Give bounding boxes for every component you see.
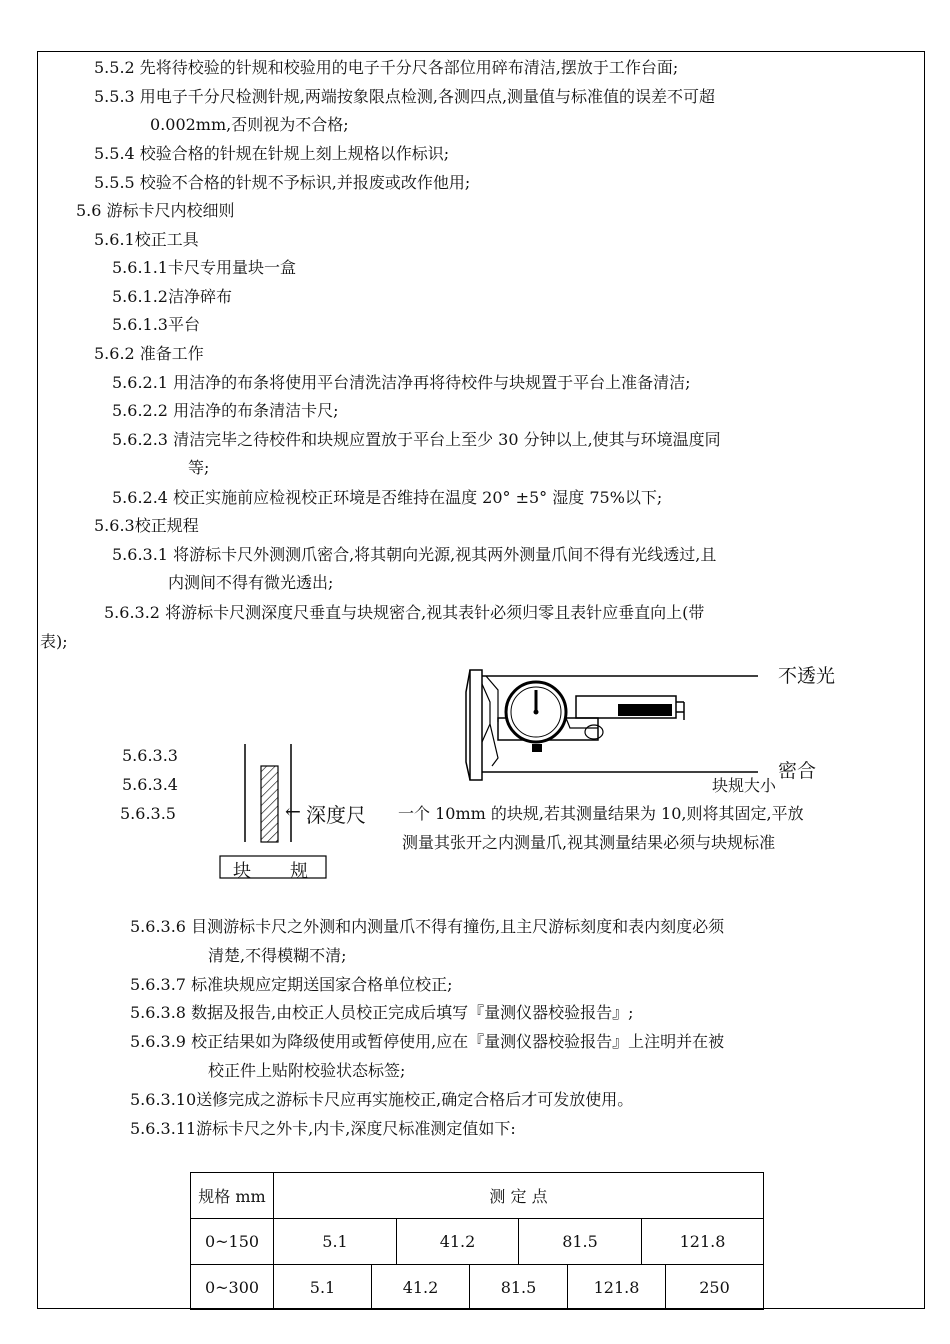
opaque-label: 不透光 [778,665,836,687]
item-5-6-1-3: 5.6.1.3平台 [112,315,200,334]
para-5-6-3-2-cont: 表); [40,632,68,651]
standard-values-table [190,1172,764,1310]
para-5-6-3-1: 5.6.3.1 将游标卡尺外测测爪密合,将其朝向光源,视其两外测量爪间不得有光线透过,且 [112,545,717,564]
para-5-5-4: 5.5.4 校验合格的针规在针规上刻上规格以作标识; [94,144,450,163]
para-5-6-2-3-cont: 等; [188,458,210,477]
table-cell: 121.8 [567,1265,665,1309]
table-header-row [191,1173,763,1219]
para-5-5-2: 5.5.2 先将待校验的针规和校验用的电子千分尺各部位用碎布清洁,摆放于工作台面; [94,58,679,77]
para-5-6-3-7: 5.6.3.7 标准块规应定期送国家合格单位校正; [130,975,453,994]
fragment-inner-jaw: 测量其张开之内测量爪,视其测量结果必须与块规标准 [402,833,776,852]
para-5-6-3-1-cont: 内测间不得有微光透出; [168,573,334,592]
para-5-6-3-2: 5.6.3.2 将游标卡尺测深度尺垂直与块规密合,视其表针必须归零且表针应垂直向上(带 [104,603,705,622]
table-cell: 81.5 [518,1219,641,1264]
para-5-6-3-6: 5.6.3.6 目测游标卡尺之外测和内测量爪不得有撞伤,且主尺游标刻度和表内刻度必须 [130,917,725,936]
heading-5-6-2: 5.6.2 准备工作 [94,344,204,363]
para-5-5-5: 5.5.5 校验不合格的针规不予标识,并报废或改作他用; [94,173,471,192]
table-cell: 81.5 [469,1265,567,1309]
para-5-6-3-11: 5.6.3.11游标卡尺之外卡,内卡,深度尺标准测定值如下: [130,1119,516,1138]
depth-label-arrow: ← [285,801,301,823]
block-label-2: 规 [290,861,308,882]
para-5-6-3-8: 5.6.3.8 数据及报告,由校正人员校正完成后填写『量测仪器校验报告』; [130,1003,634,1022]
table-row [191,1265,763,1309]
para-5-6-3-3: 5.6.3.3 [122,746,178,765]
para-5-6-3-5: 5.6.3.5 [120,804,176,823]
table-cell: 5.1 [273,1219,396,1264]
block-label-1: 块 [233,861,251,882]
table-cell: 41.2 [396,1219,518,1264]
para-5-6-3-9-cont: 校正件上贴附校验状态标签; [208,1061,406,1080]
fragment-block-size: 块规大小 [712,776,777,795]
table-row [191,1219,763,1265]
para-5-5-3: 5.5.3 用电子千分尺检测针规,两端按象限点检测,各测四点,测量值与标准值的误差不可超 [94,87,716,106]
table-cell: 121.8 [641,1219,763,1264]
table-cell: 41.2 [371,1265,469,1309]
table-header-points: 测 定 点 [273,1173,763,1218]
para-5-5-3-cont: 0.002mm,否则视为不合格; [150,115,349,134]
table-header-spec: 规格 mm [198,1187,266,1206]
para-5-6-3-4: 5.6.3.4 [122,775,178,794]
para-5-6-2-2: 5.6.2.2 用洁净的布条清洁卡尺; [112,401,339,420]
close-fit-label: 密合 [778,760,817,782]
para-5-6-2-3: 5.6.2.3 清洁完毕之待校件和块规应置放于平台上至少 30 分钟以上,使其与环境温度同 [112,430,721,449]
para-5-6-3-6-cont: 清楚,不得模糊不清; [208,946,347,965]
heading-5-6: 5.6 游标卡尺内校细则 [76,201,235,220]
item-5-6-1-1: 5.6.1.1卡尺专用量块一盒 [112,258,296,277]
table-cell-spec: 0~150 [204,1232,260,1251]
item-5-6-1-2: 5.6.1.2洁净碎布 [112,287,232,306]
caliper-figure [458,662,778,792]
para-5-6-3-9: 5.6.3.9 校正结果如为降级使用或暂停使用,应在『量测仪器校验报告』上注明并在被 [130,1032,725,1051]
heading-5-6-3: 5.6.3校正规程 [94,516,199,535]
depth-label: 深度尺 [306,803,366,827]
table-cell: 5.1 [273,1265,371,1309]
para-5-6-2-1: 5.6.2.1 用洁净的布条将使用平台清洗洁净再将待校件与块规置于平台上准备清洁; [112,373,691,392]
para-5-6-3-10: 5.6.3.10送修完成之游标卡尺应再实施校正,确定合格后才可发放使用。 [130,1090,634,1109]
heading-5-6-1: 5.6.1校正工具 [94,230,199,249]
fragment-10mm-block: 一个 10mm 的块规,若其测量结果为 10,则将其固定,平放 [398,804,804,823]
para-5-6-2-4: 5.6.2.4 校正实施前应检视校正环境是否维持在温度 20° ±5° 湿度 75%以下; [112,488,663,507]
table-cell: 250 [665,1265,763,1309]
table-cell-spec: 0~300 [204,1277,260,1297]
